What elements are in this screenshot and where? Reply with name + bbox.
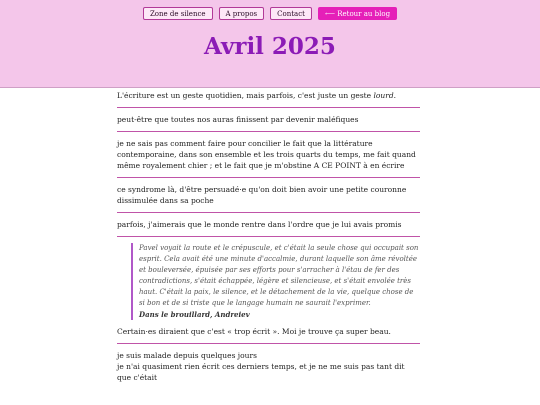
post-item — [117, 90, 420, 107]
post-text-part: L'écriture est un geste quotidien, mais parfois, c'est juste un geste — [117, 91, 374, 100]
back-to-blog-button[interactable]: ⟵ Retour au blog — [318, 7, 397, 20]
quote-text: Pavel voyait la route et le crépuscule, et c'était la seule chose qui occupait son esprit. Cela avait été une minute d'accalmie, durant laquelle son âme révoltée et bouleversée, épuisée par ses efforts pour s'arracher à l'étau de fer des contradictions, s'était échappée, légère et silencieuse, et s'était envolée très haut. C'était la paix, le silence, et le détachement de la vie, quelque chose de si bon et de si triste que le langage humain ne saurait l'exprimer. — [139, 244, 419, 307]
top-nav — [0, 7, 540, 20]
post-text-line: je n'ai quasiment rien écrit ces derniers temps, et je ne me suis pas tant dit que c'était — [117, 362, 405, 382]
post-divider — [117, 236, 420, 237]
post-text: peut-être que toutes nos auras finissent par devenir maléfiques — [117, 115, 359, 124]
post-divider — [117, 131, 420, 132]
post-divider — [117, 177, 420, 178]
post-divider — [117, 107, 420, 108]
site-header — [0, 0, 540, 88]
post-item-quote — [117, 243, 420, 343]
page-title: Avril 2025 — [204, 33, 336, 60]
post-text-line: je suis malade depuis quelques jours — [117, 351, 257, 360]
quote-source: Dans le brouillard, Andreiev — [139, 310, 250, 319]
post-item — [117, 114, 420, 131]
post-text: ce syndrome là, d'être persuadé·e qu'on doit bien avoir une petite couronne dissimulée dans sa poche — [117, 185, 407, 205]
post-emphasis: lourd — [373, 91, 394, 100]
nav-contact-button[interactable]: Contact — [270, 7, 312, 20]
blockquote — [131, 243, 420, 320]
post-text-end: . — [393, 91, 397, 100]
post-item — [117, 184, 420, 212]
post-divider — [117, 212, 420, 213]
posts-list — [117, 90, 420, 389]
post-item — [117, 219, 420, 236]
post-text: je ne sais pas comment faire pour concilier le fait que la littérature contemporaine, dans son ensemble et les trois quarts du temps, me fait quand même royalement chier ; et le fait que je m'obstine A CE POINT à en écrire — [117, 139, 416, 170]
nav-zone-de-silence-button[interactable]: Zone de silence — [143, 7, 213, 20]
post-text: Certain·es diraient que c'est « trop écrit ». Moi je trouve ça super beau. — [117, 327, 391, 336]
post-text — [117, 90, 420, 101]
post-item — [117, 138, 420, 177]
post-item — [117, 350, 420, 389]
post-divider — [117, 343, 420, 344]
post-text: parfois, j'aimerais que le monde rentre dans l'ordre que je lui avais promis — [117, 220, 402, 229]
nav-a-propos-button[interactable]: A propos — [219, 7, 265, 20]
